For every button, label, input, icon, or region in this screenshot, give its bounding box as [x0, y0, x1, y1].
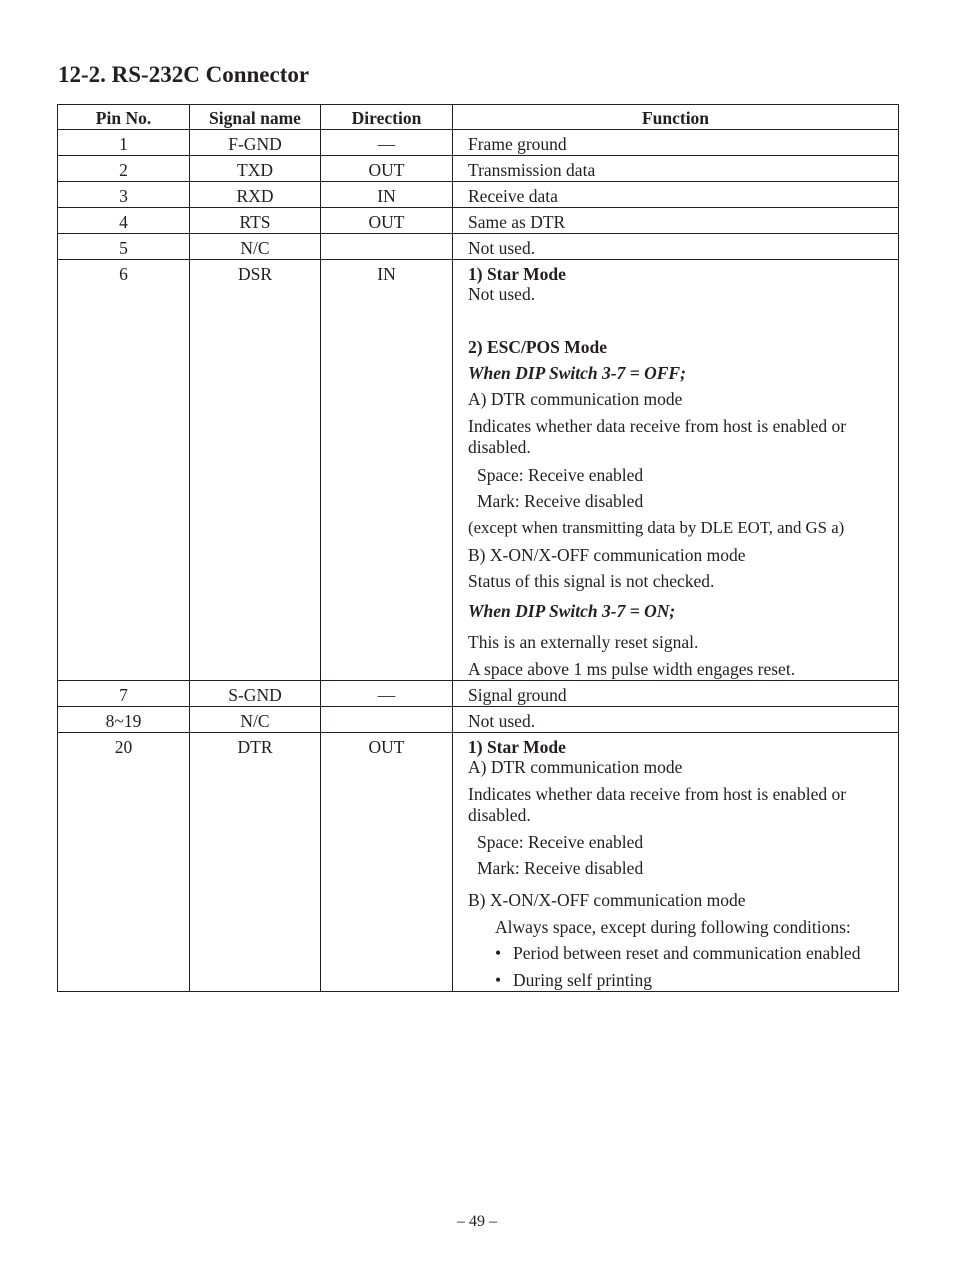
direction-cell: IN: [321, 182, 453, 208]
signal-cell: RXD: [190, 182, 321, 208]
table-row: [58, 208, 899, 234]
list-item: [468, 943, 890, 963]
bullet-icon: •: [495, 943, 502, 963]
mark-state: Mark: Receive disabled: [477, 491, 644, 511]
function-cell: Same as DTR: [453, 208, 899, 234]
pin-cell: 3: [58, 182, 190, 208]
direction-cell: [321, 707, 453, 733]
bullet-icon: •: [495, 970, 502, 990]
pin-cell: 4: [58, 208, 190, 234]
star-mode-heading: 1) Star Mode: [468, 264, 566, 284]
table-row: [58, 156, 899, 182]
escpos-mode-heading: 2) ESC/POS Mode: [468, 337, 608, 357]
column-header-pin: Pin No.: [58, 105, 190, 130]
signal-cell: DSR: [190, 260, 321, 681]
direction-cell: OUT: [321, 733, 453, 992]
direction-cell: IN: [321, 260, 453, 681]
reset-signal-text: This is an externally reset signal.: [468, 632, 699, 652]
table-header-row: [58, 105, 899, 130]
direction-cell: OUT: [321, 208, 453, 234]
dtr-mode-description: Indicates whether data receive from host is enabled or disabled.: [468, 784, 847, 825]
xon-mode-label: B) X-ON/X-OFF communication mode: [468, 890, 746, 910]
function-cell: Signal ground: [453, 681, 899, 707]
function-cell: [453, 260, 899, 681]
table-row: [58, 733, 899, 992]
direction-cell: [321, 234, 453, 260]
function-cell: Frame ground: [453, 130, 899, 156]
always-space-text: Always space, except during following conditions:: [495, 917, 851, 937]
pin-cell: 7: [58, 681, 190, 707]
signal-cell: TXD: [190, 156, 321, 182]
signal-cell: N/C: [190, 707, 321, 733]
star-mode-text: Not used.: [468, 284, 536, 304]
dtr-mode-label: A) DTR communication mode: [468, 389, 683, 409]
dip-off-heading: When DIP Switch 3-7 = OFF;: [468, 363, 686, 383]
table-row: [58, 182, 899, 208]
column-header-direction: Direction: [321, 105, 453, 130]
space-state: Space: Receive enabled: [477, 832, 644, 852]
signal-cell: S-GND: [190, 681, 321, 707]
reset-pulse-text: A space above 1 ms pulse width engages reset.: [468, 659, 796, 679]
list-item: [468, 970, 890, 990]
pin-cell: 8~19: [58, 707, 190, 733]
xon-mode-label: B) X-ON/X-OFF communication mode: [468, 545, 746, 565]
direction-cell: —: [321, 130, 453, 156]
dtr-mode-description: Indicates whether data receive from host is enabled or disabled.: [468, 416, 847, 457]
dtr-mode-label: A) DTR communication mode: [468, 757, 683, 777]
function-cell: Not used.: [453, 707, 899, 733]
list-item-text: Period between reset and communication enabled: [513, 943, 861, 963]
direction-cell: OUT: [321, 156, 453, 182]
pin-cell: 20: [58, 733, 190, 992]
table-row: [58, 234, 899, 260]
table-row: [58, 130, 899, 156]
rs232c-pin-table: [57, 104, 899, 992]
table-row: [58, 707, 899, 733]
pin-cell: 1: [58, 130, 190, 156]
table-row: [58, 260, 899, 681]
column-header-function: Function: [453, 105, 899, 130]
function-cell: Receive data: [453, 182, 899, 208]
function-cell: Not used.: [453, 234, 899, 260]
mark-state: Mark: Receive disabled: [477, 858, 644, 878]
page-number: – 49 –: [457, 1213, 497, 1230]
signal-cell: F-GND: [190, 130, 321, 156]
pin-cell: 2: [58, 156, 190, 182]
star-mode-heading: 1) Star Mode: [468, 737, 566, 757]
space-state: Space: Receive enabled: [477, 465, 644, 485]
pin-cell: 6: [58, 260, 190, 681]
list-item-text: During self printing: [513, 970, 653, 990]
function-cell: Transmission data: [453, 156, 899, 182]
table-row: [58, 681, 899, 707]
signal-cell: N/C: [190, 234, 321, 260]
column-header-signal: Signal name: [190, 105, 321, 130]
xon-mode-description: Status of this signal is not checked.: [468, 571, 715, 591]
direction-cell: —: [321, 681, 453, 707]
signal-cell: RTS: [190, 208, 321, 234]
page-title: 12-2. RS-232C Connector: [58, 62, 310, 87]
pin-cell: 5: [58, 234, 190, 260]
function-cell: [453, 733, 899, 992]
exception-note: (except when transmitting data by DLE EOT, and GS a): [468, 518, 845, 537]
signal-cell: DTR: [190, 733, 321, 992]
dip-on-heading: When DIP Switch 3-7 = ON;: [468, 601, 676, 621]
